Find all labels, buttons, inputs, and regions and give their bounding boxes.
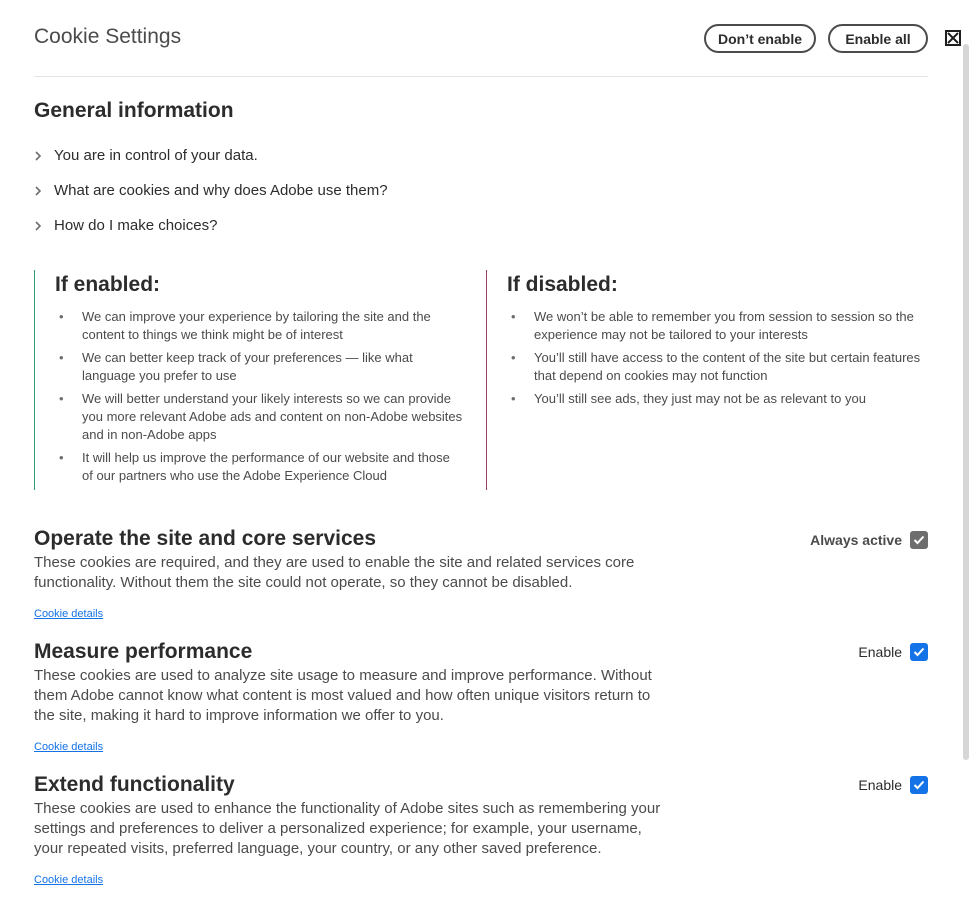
list-item: • It will help us improve the performance of our website and those of our partners who use the Adobe Experience Cloud bbox=[55, 449, 464, 485]
enable-label: Enable bbox=[858, 644, 902, 660]
if-disabled-panel bbox=[486, 270, 926, 490]
general-information-heading: General information bbox=[34, 99, 234, 122]
cookie-details-link[interactable]: Cookie details bbox=[34, 608, 104, 620]
list-item: • We won’t be able to remember you from session to session so the experience may not be tailored to your interests bbox=[507, 308, 926, 344]
enable-checkbox[interactable] bbox=[910, 643, 928, 661]
section-measure-performance bbox=[34, 640, 928, 753]
section-heading: Extend functionality bbox=[34, 773, 235, 796]
chevron-right-icon bbox=[34, 185, 54, 197]
section-description: These cookies are used to enhance the functionality of Adobe sites such as remembering your settings and preferences to deliver a personalized experience; for example, your username, your repeated visits, preferred language, your country, or any other saved preference. bbox=[34, 800, 661, 857]
section-heading: Measure performance bbox=[34, 640, 253, 663]
section-heading: Operate the site and core services bbox=[34, 527, 376, 550]
chevron-right-icon bbox=[34, 220, 54, 232]
cookie-details-link[interactable]: Cookie details bbox=[34, 874, 104, 886]
checkmark-icon bbox=[913, 647, 925, 657]
close-icon[interactable] bbox=[945, 30, 961, 46]
if-disabled-list bbox=[507, 308, 926, 408]
accordion-make-choices[interactable] bbox=[34, 217, 217, 234]
scrollbar[interactable] bbox=[963, 44, 969, 760]
enable-label: Enable bbox=[858, 777, 902, 793]
if-enabled-panel bbox=[34, 270, 464, 490]
enable-control[interactable] bbox=[858, 643, 928, 661]
accordion-label: How do I make choices? bbox=[54, 217, 218, 234]
dialog-header bbox=[34, 0, 928, 77]
section-extend-functionality bbox=[34, 773, 928, 886]
checkmark-icon bbox=[913, 780, 925, 790]
list-item: • You’ll still see ads, they just may not be as relevant to you bbox=[507, 390, 926, 408]
always-active-label: Always active bbox=[810, 532, 902, 548]
accordion-label: You are in control of your data. bbox=[54, 147, 258, 164]
if-disabled-heading: If disabled: bbox=[507, 273, 618, 296]
section-operate-site bbox=[34, 527, 928, 620]
list-item: • We can improve your experience by tailoring the site and the content to things we think might be of interest bbox=[55, 308, 464, 344]
enable-all-button[interactable]: Enable all bbox=[828, 24, 928, 53]
if-enabled-list bbox=[55, 308, 464, 485]
dont-enable-button[interactable]: Don’t enable bbox=[704, 24, 816, 53]
dialog-title: Cookie Settings bbox=[34, 25, 182, 48]
chevron-right-icon bbox=[34, 150, 54, 162]
always-active-control bbox=[810, 531, 928, 549]
section-description: These cookies are required, and they are used to enable the site and related services core functionality. Without them the site could not operate, so they cannot be disabled. bbox=[34, 554, 635, 591]
accordion-what-are-cookies[interactable] bbox=[34, 182, 388, 199]
list-item: • You’ll still have access to the content of the site but certain features that depend on cookies may not function bbox=[507, 349, 926, 385]
cookie-details-link[interactable]: Cookie details bbox=[34, 741, 104, 753]
list-item: • We can better keep track of your preferences — like what language you prefer to use bbox=[55, 349, 464, 385]
accordion-control-data[interactable] bbox=[34, 147, 258, 164]
always-active-checkbox bbox=[910, 531, 928, 549]
if-enabled-heading: If enabled: bbox=[55, 273, 161, 296]
enable-control[interactable] bbox=[858, 776, 928, 794]
list-item: • We will better understand your likely interests so we can provide you more relevant Adobe ads and content on non-Adobe websites and in non-Adobe apps bbox=[55, 390, 464, 444]
section-description: These cookies are used to analyze site usage to measure and improve performance. Without them Adobe cannot know what content is most valued and how often unique visitors return to the site, making it hard to improve information we offer to you. bbox=[34, 667, 652, 724]
checkmark-icon bbox=[913, 535, 925, 545]
enable-checkbox[interactable] bbox=[910, 776, 928, 794]
accordion-label: What are cookies and why does Adobe use them? bbox=[54, 182, 388, 199]
